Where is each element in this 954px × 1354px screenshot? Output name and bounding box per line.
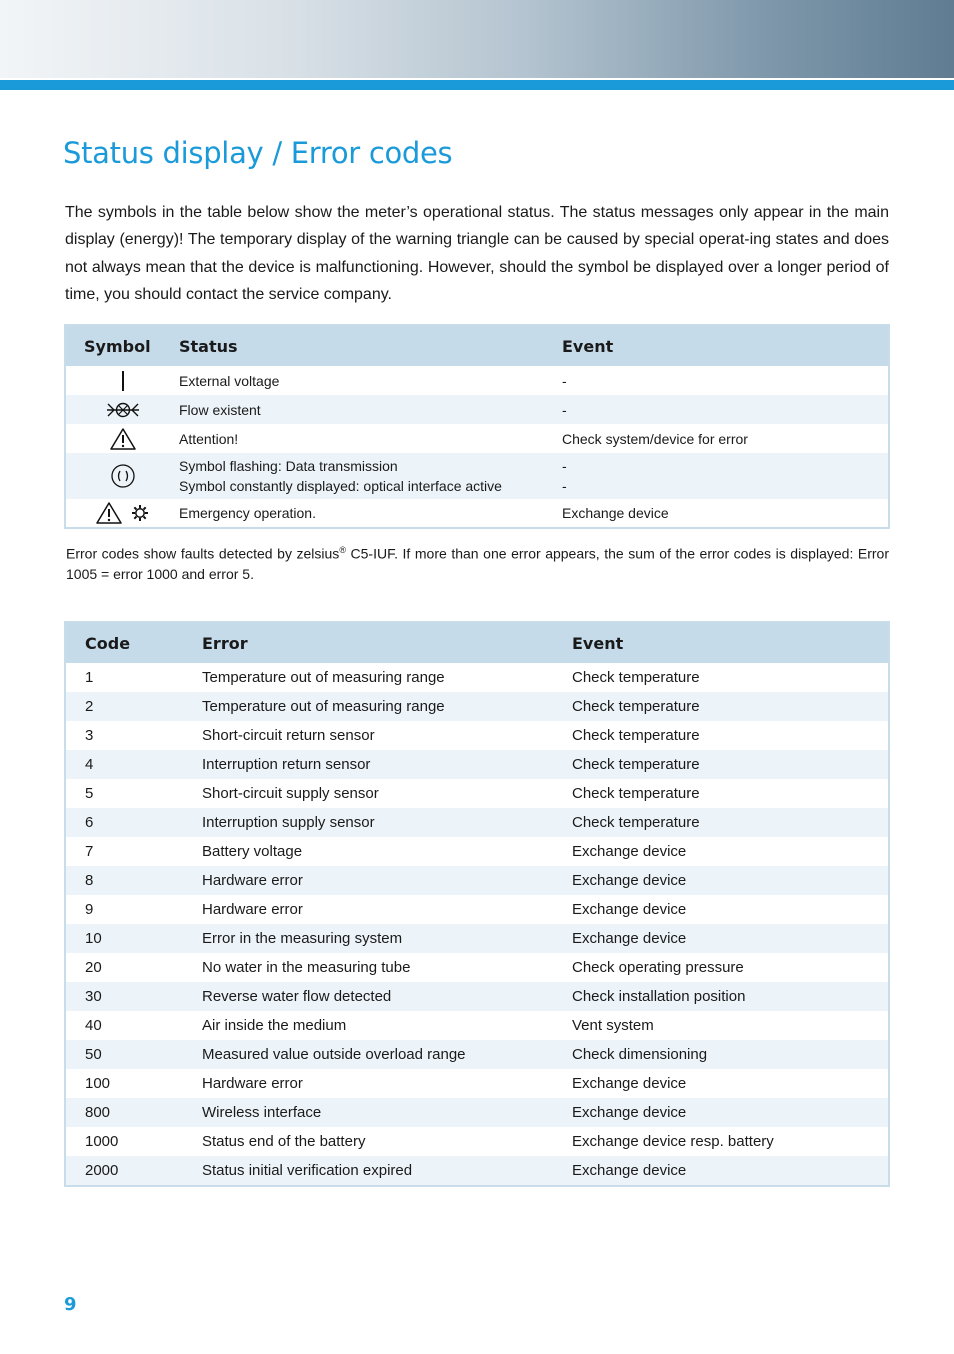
status-text-cell bbox=[179, 453, 562, 499]
event-cell: Exchange device bbox=[572, 924, 889, 953]
status-row bbox=[65, 453, 889, 499]
table-row bbox=[65, 1156, 889, 1186]
status-text: Flow existent bbox=[179, 395, 562, 424]
note-suffix: C5-IUF. If more than one error appears, the sum of the error codes is displayed: Error 1005 = error 1000 and error 5. bbox=[66, 545, 890, 582]
event-column-header: Event bbox=[572, 622, 889, 663]
error-cell: Interruption supply sensor bbox=[202, 808, 572, 837]
optical-interface-icon bbox=[110, 463, 136, 489]
symbol-cell bbox=[65, 395, 179, 424]
emergency-gear-icon bbox=[131, 504, 149, 522]
table-row bbox=[65, 1011, 889, 1040]
event-cell: Check temperature bbox=[572, 663, 889, 692]
error-cell: Temperature out of measuring range bbox=[202, 692, 572, 721]
header-accent-line bbox=[0, 80, 954, 90]
status-column-header: Status bbox=[179, 325, 562, 366]
warning-triangle-icon bbox=[96, 502, 122, 524]
error-cell: Temperature out of measuring range bbox=[202, 663, 572, 692]
table-row bbox=[65, 750, 889, 779]
code-cell: 100 bbox=[65, 1069, 202, 1098]
table-row bbox=[65, 895, 889, 924]
code-cell: 8 bbox=[65, 866, 202, 895]
error-cell: Short-circuit supply sensor bbox=[202, 779, 572, 808]
event-text: - bbox=[562, 395, 889, 424]
error-code-note bbox=[66, 540, 889, 584]
table-row bbox=[65, 837, 889, 866]
code-cell: 800 bbox=[65, 1098, 202, 1127]
table-row bbox=[65, 1098, 889, 1127]
error-cell: No water in the measuring tube bbox=[202, 953, 572, 982]
code-cell: 1000 bbox=[65, 1127, 202, 1156]
page-number: 9 bbox=[64, 1294, 77, 1315]
status-text-secondary: Symbol constantly displayed: optical interface active bbox=[179, 478, 502, 494]
error-cell: Wireless interface bbox=[202, 1098, 572, 1127]
event-cell: Check temperature bbox=[572, 721, 889, 750]
error-table-header bbox=[65, 622, 889, 663]
status-text: Attention! bbox=[179, 424, 562, 453]
event-text: Exchange device bbox=[562, 499, 889, 528]
code-cell: 5 bbox=[65, 779, 202, 808]
symbol-cell bbox=[65, 424, 179, 453]
error-cell: Error in the measuring system bbox=[202, 924, 572, 953]
event-cell: Exchange device bbox=[572, 837, 889, 866]
table-row bbox=[65, 866, 889, 895]
error-cell: Hardware error bbox=[202, 895, 572, 924]
event-cell: Exchange device bbox=[572, 1098, 889, 1127]
error-cell: Short-circuit return sensor bbox=[202, 721, 572, 750]
event-cell: Check temperature bbox=[572, 692, 889, 721]
event-text: - bbox=[562, 458, 567, 474]
status-table-header bbox=[65, 325, 889, 366]
code-cell: 2000 bbox=[65, 1156, 202, 1186]
table-row bbox=[65, 1127, 889, 1156]
event-text: Check system/device for error bbox=[562, 424, 889, 453]
table-row bbox=[65, 924, 889, 953]
symbol-cell bbox=[65, 366, 179, 395]
warning-triangle-icon bbox=[110, 428, 136, 450]
intro-paragraph: The symbols in the table below show the meter’s operational status. The status messages only appear in the main display (energy)! The temporary display of the warning triangle can be caused by special operat-ing states and does not always mean that the device is malfunctioning. However, should the symbol be displayed over a longer period of time, you should contact the service company. bbox=[65, 204, 889, 303]
table-row bbox=[65, 779, 889, 808]
symbol-cell bbox=[65, 499, 179, 528]
table-row bbox=[65, 692, 889, 721]
event-cell: Vent system bbox=[572, 1011, 889, 1040]
page-title: Status display / Error codes bbox=[63, 136, 453, 170]
table-row bbox=[65, 982, 889, 1011]
event-cell: Check operating pressure bbox=[572, 953, 889, 982]
event-cell: Check temperature bbox=[572, 808, 889, 837]
code-cell: 3 bbox=[65, 721, 202, 750]
error-cell: Air inside the medium bbox=[202, 1011, 572, 1040]
error-cell: Hardware error bbox=[202, 1069, 572, 1098]
event-column-header: Event bbox=[562, 325, 889, 366]
error-cell: Status end of the battery bbox=[202, 1127, 572, 1156]
status-row bbox=[65, 424, 889, 453]
event-text: - bbox=[562, 366, 889, 395]
event-cell: Check temperature bbox=[572, 750, 889, 779]
code-cell: 1 bbox=[65, 663, 202, 692]
code-cell: 4 bbox=[65, 750, 202, 779]
status-symbol-table bbox=[64, 324, 890, 529]
event-cell: Check installation position bbox=[572, 982, 889, 1011]
table-row bbox=[65, 953, 889, 982]
table-row bbox=[65, 1040, 889, 1069]
header-banner bbox=[0, 0, 954, 78]
event-cell: Check temperature bbox=[572, 779, 889, 808]
event-cell: Check dimensioning bbox=[572, 1040, 889, 1069]
event-cell: Exchange device bbox=[572, 1156, 889, 1186]
note-prefix: Error codes show faults detected by zelsius bbox=[66, 545, 340, 562]
error-cell: Interruption return sensor bbox=[202, 750, 572, 779]
code-cell: 9 bbox=[65, 895, 202, 924]
event-text-secondary: - bbox=[562, 478, 567, 494]
status-row bbox=[65, 499, 889, 528]
status-row bbox=[65, 395, 889, 424]
status-row bbox=[65, 366, 889, 395]
table-row bbox=[65, 1069, 889, 1098]
symbol-column-header: Symbol bbox=[65, 325, 179, 366]
event-cell: Exchange device resp. battery bbox=[572, 1127, 889, 1156]
code-cell: 6 bbox=[65, 808, 202, 837]
error-column-header: Error bbox=[202, 622, 572, 663]
event-text-cell bbox=[562, 453, 889, 499]
error-cell: Measured value outside overload range bbox=[202, 1040, 572, 1069]
code-column-header: Code bbox=[65, 622, 202, 663]
vertical-bar-icon bbox=[117, 370, 129, 392]
table-row bbox=[65, 808, 889, 837]
error-cell: Status initial verification expired bbox=[202, 1156, 572, 1186]
code-cell: 7 bbox=[65, 837, 202, 866]
event-cell: Exchange device bbox=[572, 1069, 889, 1098]
symbol-cell bbox=[65, 453, 179, 499]
error-cell: Reverse water flow detected bbox=[202, 982, 572, 1011]
table-row bbox=[65, 663, 889, 692]
status-text: Symbol flashing: Data transmission bbox=[179, 458, 398, 474]
registered-mark: ® bbox=[339, 545, 346, 555]
code-cell: 30 bbox=[65, 982, 202, 1011]
status-text: External voltage bbox=[179, 366, 562, 395]
event-cell: Exchange device bbox=[572, 895, 889, 924]
code-cell: 50 bbox=[65, 1040, 202, 1069]
code-cell: 10 bbox=[65, 924, 202, 953]
event-cell: Exchange device bbox=[572, 866, 889, 895]
error-cell: Hardware error bbox=[202, 866, 572, 895]
error-cell: Battery voltage bbox=[202, 837, 572, 866]
status-text: Emergency operation. bbox=[179, 499, 562, 528]
table-row bbox=[65, 721, 889, 750]
error-code-table bbox=[64, 621, 890, 1187]
code-cell: 40 bbox=[65, 1011, 202, 1040]
flow-icon bbox=[106, 400, 140, 420]
code-cell: 20 bbox=[65, 953, 202, 982]
code-cell: 2 bbox=[65, 692, 202, 721]
